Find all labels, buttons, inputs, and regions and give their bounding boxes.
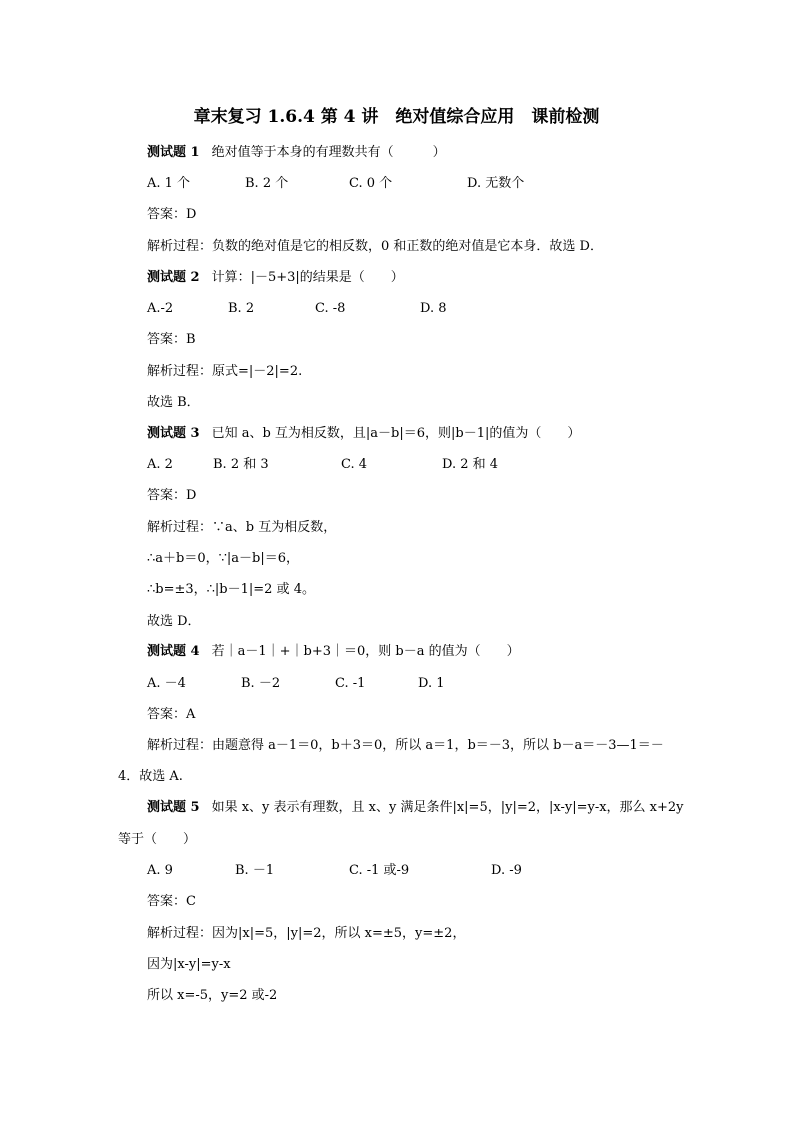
option-d: D. -9 [491, 863, 522, 878]
option-b: B. －1 [235, 863, 275, 878]
question-4-analysis: 解析过程：由题意得 a－1＝0，b＋3＝0，所以 a＝1，b＝－3，所以 b－a＝－3—1＝－ [147, 738, 664, 753]
question-label: 测试题 3 [147, 426, 200, 441]
question-label: 测试题 1 [147, 145, 200, 160]
question-5-stem-continued: 等于（ ） [118, 832, 197, 847]
question-text: 已知 a、b 互为相反数，且|a－b|＝6，则|b－1|的值为（ ） [211, 426, 581, 441]
question-5-analysis: 解析过程：因为|x|=5，|y|=2，所以 x=±5，y=±2， [147, 926, 466, 941]
option-b: B. －2 [241, 676, 281, 691]
question-5-stem [147, 798, 684, 818]
option-d: D. 1 [418, 676, 445, 691]
question-label: 测试题 2 [147, 270, 200, 285]
question-2-analysis: 解析过程：原式=|－2|=2. [147, 364, 303, 379]
question-1-answer: 答案：D [147, 207, 197, 222]
question-label: 测试题 5 [147, 800, 200, 815]
question-3-answer: 答案：D [147, 488, 197, 503]
question-text: 如果 x、y 表示有理数，且 x、y 满足条件|x|=5，|y|=2，|x-y|=y-x，那么 x+2y [211, 800, 684, 815]
question-4-analysis: 4．故选 A. [118, 769, 183, 784]
question-2-stem [147, 268, 404, 288]
question-3-analysis: ∴b=±3，∴|b－1|=2 或 4。 [147, 582, 315, 597]
question-3-stem [147, 424, 580, 444]
option-c: C. -8 [315, 301, 346, 316]
option-c: C. -1 或-9 [349, 863, 410, 878]
question-4-answer: 答案：A [147, 707, 196, 722]
option-b: B. 2 和 3 [213, 457, 269, 472]
question-5-options [147, 861, 522, 881]
option-a: A. －4 [147, 676, 186, 691]
option-a: A.-2 [147, 301, 174, 316]
option-d: D. 8 [420, 301, 447, 316]
option-d: D. 无数个 [467, 176, 525, 191]
option-a: A. 9 [147, 863, 173, 878]
question-3-options [147, 455, 498, 475]
question-1-options [147, 174, 524, 194]
option-d: D. 2 和 4 [442, 457, 499, 472]
option-c: C. 0 个 [349, 176, 393, 191]
question-3-analysis: 解析过程：∵a、b 互为相反数， [147, 520, 337, 535]
question-5-analysis: 所以 x=-5，y=2 或-2 [147, 988, 278, 1003]
question-3-analysis: 故选 D． [147, 614, 201, 629]
question-2-analysis: 故选 B． [147, 395, 200, 410]
question-text: 若｜a－1｜+｜b+3｜＝0，则 b－a 的值为（ ） [211, 644, 520, 659]
question-5-answer: 答案：C [147, 894, 196, 909]
question-text: 计算：|－5+3|的结果是（ ） [211, 270, 404, 285]
page-title: 章末复习 1.6.4 第 4 讲 绝对值综合应用 课前检测 [193, 107, 600, 127]
option-b: B. 2 个 [245, 176, 289, 191]
option-b: B. 2 [228, 301, 255, 316]
question-1-analysis: 解析过程：负数的绝对值是它的相反数，0 和正数的绝对值是它本身．故选 D． [147, 239, 603, 254]
question-1-stem [147, 143, 446, 163]
question-2-options [147, 299, 447, 319]
question-5-analysis: 因为|x-y|=y-x [147, 957, 231, 972]
question-2-answer: 答案：B [147, 332, 196, 347]
option-a: A. 2 [147, 457, 173, 472]
question-4-options [147, 674, 445, 694]
option-a: A. 1 个 [147, 176, 191, 191]
option-c: C. -1 [335, 676, 366, 691]
question-text: 绝对值等于本身的有理数共有（ ） [211, 145, 446, 160]
question-label: 测试题 4 [147, 644, 200, 659]
question-4-stem [147, 642, 520, 662]
question-3-analysis: ∴a＋b＝0，∵|a－b|＝6， [147, 551, 299, 566]
option-c: C. 4 [341, 457, 368, 472]
